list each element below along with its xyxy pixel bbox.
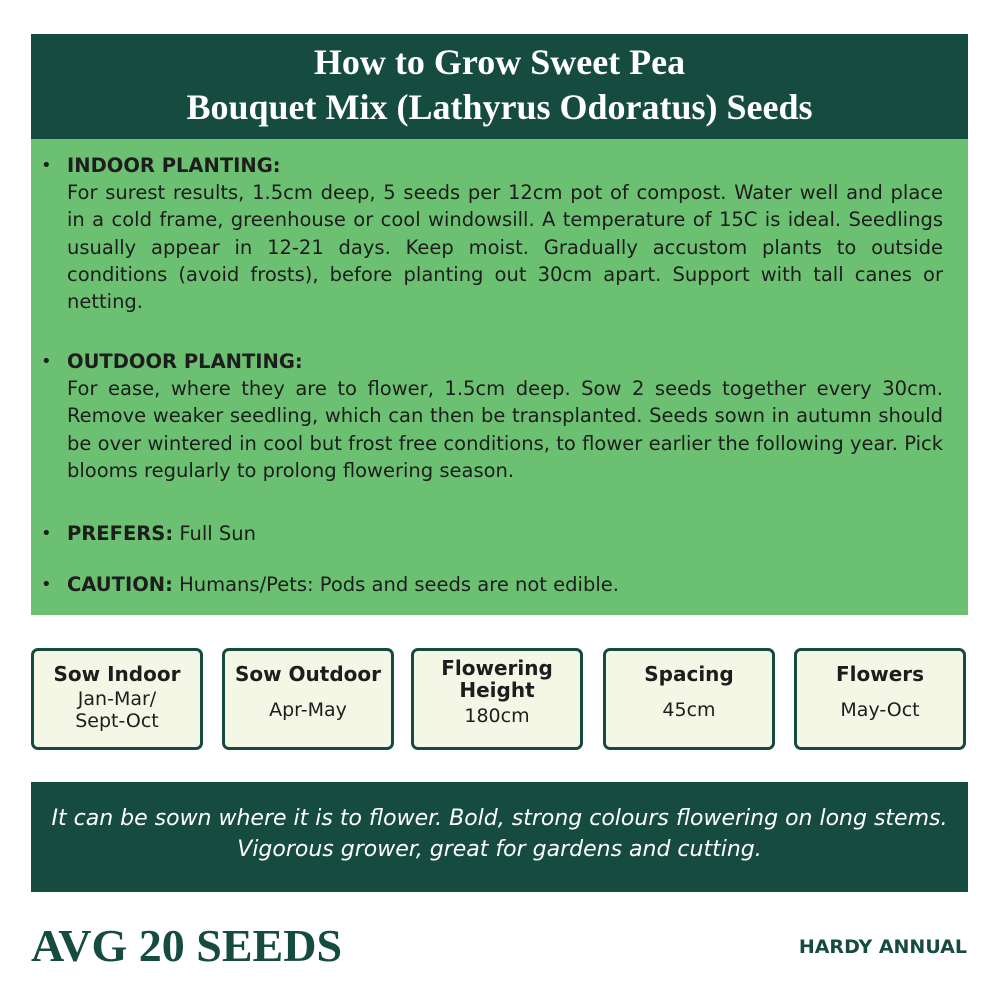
plant-type: HARDY ANNUAL (798, 936, 967, 958)
card-title: Flowering Height (441, 656, 553, 702)
bullet-dot: • (41, 351, 52, 372)
bullet-heading: OUTDOOR PLANTING: (67, 350, 303, 373)
card-title: Spacing (644, 662, 734, 686)
card-value: 180cm (464, 705, 530, 727)
description-text: It can be sown where it is to flower. Bold, strong colours flowering on long stems. Vigorous grower, great for gardens and cutting. (51, 806, 948, 862)
card-value: 45cm (662, 699, 716, 721)
card-flowering-height (411, 648, 583, 750)
bullet-text: For surest results, 1.5cm deep, 5 seeds per 12cm pot of compost. Water well and place in a cold frame, greenhouse or cool windowsill. A temperature of 15C is ideal. Seedlings usually appear in 12-21 days. Keep moist. Gradually accustom plants to outside conditions (avoid frosts), before planting out 30cm apart. Support with tall canes or netting. (67, 181, 943, 314)
card-title: Sow Outdoor (234, 662, 382, 686)
title-line-2: Bouquet Mix (Lathyrus Odoratus) Seeds (186, 87, 813, 127)
bullet-prefers (41, 520, 943, 547)
bullet-caution (41, 571, 943, 598)
instructions-panel (31, 139, 968, 615)
seed-count: AVG 20 SEEDS (31, 920, 343, 971)
title-line-1: How to Grow Sweet Pea (313, 42, 686, 82)
bullet-dot: • (41, 523, 52, 544)
card-value: Jan-Mar/ Sept-Oct (75, 688, 159, 732)
page-header (31, 34, 968, 139)
bullet-dot: • (41, 574, 52, 595)
bullet-text: For ease, where they are to flower, 1.5cm deep. Sow 2 seeds together every 30cm. Remove weaker seedling, which can then be transplanted. Seeds sown in autumn should be over wintered in cool but frost free conditions, to flower earlier the following year. Pick blooms regularly to prolong flowering season. (67, 377, 943, 482)
card-sow-indoor (31, 648, 203, 750)
card-flowers (794, 648, 966, 750)
bullet-text: Humans/Pets: Pods and seeds are not edible. (179, 573, 619, 596)
bullet-text: Full Sun (179, 522, 256, 545)
card-title: Flowers (835, 662, 925, 686)
bullet-outdoor-planting (41, 348, 943, 484)
description-banner (31, 782, 968, 892)
card-value: May-Oct (840, 699, 920, 721)
card-spacing (603, 648, 775, 750)
bullet-heading: CAUTION: (67, 573, 173, 596)
card-value: Apr-May (269, 699, 347, 721)
bullet-heading: PREFERS: (67, 522, 174, 545)
bullet-indoor-planting (41, 152, 943, 315)
bullet-dot: • (41, 155, 52, 176)
card-title: Sow Indoor (53, 662, 181, 686)
info-cards (31, 648, 968, 751)
card-sow-outdoor (222, 648, 394, 750)
bullet-heading: INDOOR PLANTING: (67, 154, 281, 177)
